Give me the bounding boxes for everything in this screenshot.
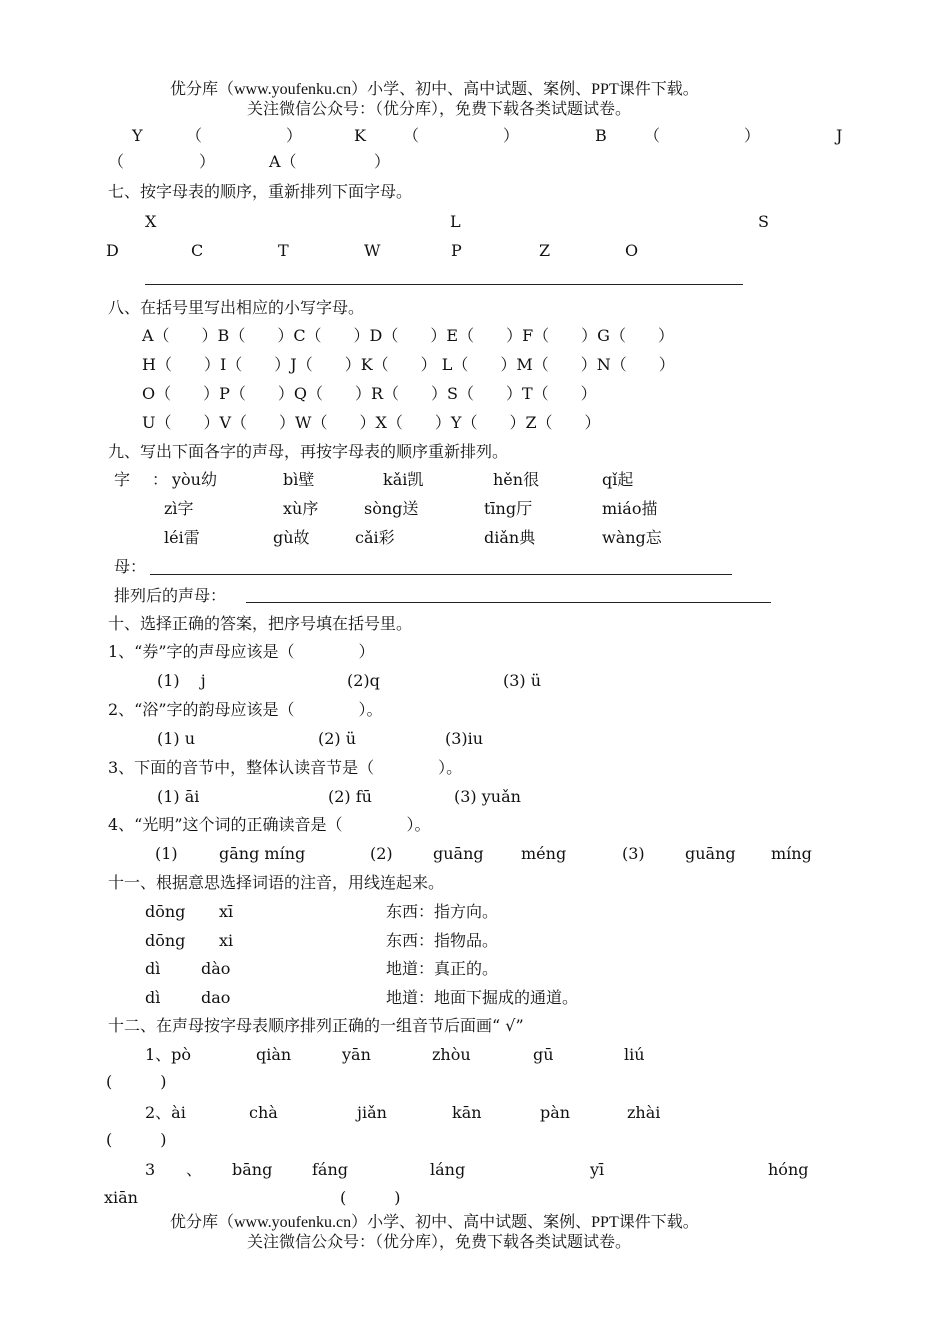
- q10-question-1: 1、“券”字的声母应该是（ ）: [108, 642, 375, 661]
- q12-syllable: 3: [145, 1160, 156, 1179]
- q12-syllable: zhài: [627, 1103, 661, 1122]
- q12-title: 十二、在声母按字母表顺序排列正确的一组音节后面画“ √”: [108, 1016, 524, 1035]
- q10-option: (3)iu: [445, 729, 484, 748]
- q9-label-mu: 母：: [114, 557, 147, 576]
- q10-option: (3) ü: [503, 671, 542, 690]
- q7-answer-line[interactable]: [145, 284, 743, 285]
- q9-title: 九、写出下面各字的声母，再按字母表的顺序重新排列。: [108, 442, 509, 461]
- q9-char: zì字: [164, 499, 194, 518]
- q12-syllable: gū: [533, 1045, 554, 1064]
- q10-option: (3) yuǎn: [454, 787, 521, 806]
- q11-meaning[interactable]: 东西：指物品。: [386, 931, 499, 950]
- q6-letter: Y: [132, 126, 143, 145]
- q9-sorted-line[interactable]: [246, 602, 771, 603]
- q9-char: léi雷: [164, 528, 200, 547]
- q6-letter: J: [836, 126, 843, 145]
- q12-syllable: hóng: [768, 1160, 809, 1179]
- q9-char: diǎn典: [484, 528, 536, 547]
- q12-answer-paren[interactable]: ( ): [340, 1188, 401, 1207]
- q12-syllable: bāng: [232, 1160, 273, 1179]
- q9-label-zi: 字: [114, 470, 131, 489]
- q12-syllable: yān: [342, 1045, 371, 1064]
- q10-option: (2) fū: [328, 787, 372, 806]
- q9-char: bì壁: [283, 470, 315, 489]
- q6-paren-close: ）: [744, 126, 761, 145]
- q6-paren-open: （: [644, 126, 661, 145]
- q10-option: (1) āi: [157, 787, 200, 806]
- q7-letter: X: [145, 212, 157, 231]
- q11-pinyin[interactable]: xi: [219, 931, 234, 950]
- q6-paren-close: ）: [286, 126, 303, 145]
- q9-char: gù故: [273, 528, 310, 547]
- q7-letter: Z: [539, 241, 551, 260]
- q8-row: U（ ）V（ ）W（ ）X（ ）Y（ ）Z（ ）: [142, 413, 601, 432]
- q12-syllable: liú: [624, 1045, 645, 1064]
- q10-option: (1) u: [157, 729, 196, 748]
- q10-option: (1) j: [157, 671, 206, 690]
- q11-pinyin[interactable]: dōng: [145, 931, 186, 950]
- q6-paren-open: （: [186, 126, 203, 145]
- header-line-1: 优分库（www.youfenku.cn）小学、初中、高中试题、案例、PPT课件下载。: [170, 81, 699, 98]
- q9-char: wàng忘: [602, 528, 662, 547]
- footer-line-1: 优分库（www.youfenku.cn）小学、初中、高中试题、案例、PPT课件下载。: [170, 1214, 699, 1231]
- q6-paren-close: ）: [199, 152, 216, 171]
- q12-syllable: pàn: [540, 1103, 571, 1122]
- q10-question-3: 3、下面的音节中，整体认读音节是（ ）。: [108, 758, 463, 777]
- q7-letter: S: [758, 212, 769, 231]
- q11-meaning[interactable]: 地道：真正的。: [386, 959, 499, 978]
- q9-char: qǐ起: [602, 470, 634, 489]
- q7-letter: D: [106, 241, 119, 260]
- q6-letter: K: [354, 126, 366, 145]
- q7-title: 七、按字母表的顺序，重新排列下面字母。: [108, 182, 413, 201]
- header-line-2: 关注微信公众号：（优分库），免费下载各类试题试卷。: [247, 101, 632, 118]
- q8-row: O（ ）P（ ）Q（ ）R（ ）S（ ）T（ ）: [142, 384, 597, 403]
- q9-char: cǎi彩: [355, 528, 395, 547]
- q6-paren-close: ）: [503, 126, 520, 145]
- q7-letter: T: [278, 241, 289, 260]
- q12-syllable: xiān: [104, 1188, 138, 1207]
- q10-option-number: (3): [622, 844, 645, 863]
- q12-syllable: jiǎn: [357, 1103, 387, 1122]
- q10-option-number: (1): [155, 844, 178, 863]
- q7-letter: O: [625, 241, 639, 260]
- q9-sorted-label: 排列后的声母：: [114, 586, 227, 605]
- q12-syllable: yī: [590, 1160, 605, 1179]
- q11-meaning[interactable]: 东西：指方向。: [386, 902, 499, 921]
- q11-meaning[interactable]: 地道：地面下掘成的通道。: [386, 988, 579, 1007]
- q12-syllable: 2、ài: [145, 1103, 186, 1122]
- q10-option: míng: [771, 844, 812, 863]
- q10-option: guāng: [433, 844, 484, 863]
- q9-char: sòng送: [364, 499, 419, 518]
- q10-option-number: (2): [370, 844, 393, 863]
- q8-row: A（ ）B（ ）C（ ）D（ ）E（ ）F（ ）G（ ）: [142, 326, 674, 345]
- q12-syllable: chà: [249, 1103, 278, 1122]
- q10-question-2: 2、“浴”字的韵母应该是（ ）。: [108, 700, 383, 719]
- q7-letter: C: [191, 241, 204, 260]
- q8-title: 八、在括号里写出相应的小写字母。: [108, 298, 365, 317]
- q9-char: miáo描: [602, 499, 658, 518]
- q10-option: (2) ü: [318, 729, 357, 748]
- q6-letter: B: [595, 126, 607, 145]
- q10-question-4: 4、“光明”这个词的正确读音是（ ）。: [108, 815, 431, 834]
- q12-syllable: fáng: [312, 1160, 349, 1179]
- q10-option: guāng: [685, 844, 736, 863]
- footer-line-2: 关注微信公众号：（优分库），免费下载各类试题试卷。: [247, 1234, 632, 1251]
- q9-colon: ：: [152, 470, 169, 489]
- q9-char: yòu幼: [172, 470, 217, 489]
- q10-title: 十、选择正确的答案，把序号填在括号里。: [108, 614, 413, 633]
- q9-char: hěn很: [493, 470, 540, 489]
- q11-pinyin[interactable]: dì: [145, 988, 161, 1007]
- q9-initials-line[interactable]: [150, 574, 732, 575]
- q12-syllable: kān: [452, 1103, 482, 1122]
- q9-char: tīng厅: [484, 499, 533, 518]
- q11-pinyin[interactable]: dōng: [145, 902, 186, 921]
- q6-paren-open: （: [403, 126, 420, 145]
- q11-pinyin[interactable]: dì: [145, 959, 161, 978]
- q12-syllable: 1、pò: [145, 1045, 192, 1064]
- q11-pinyin[interactable]: dao: [201, 988, 231, 1007]
- q11-pinyin[interactable]: dào: [201, 959, 231, 978]
- q10-option: méng: [521, 844, 567, 863]
- q12-syllable: láng: [430, 1160, 466, 1179]
- q10-option: gāng míng: [219, 844, 306, 863]
- q12-syllable: qiàn: [256, 1045, 292, 1064]
- q11-title: 十一、根据意思选择词语的注音，用线连起来。: [108, 873, 445, 892]
- q12-answer-paren[interactable]: ( ): [106, 1072, 167, 1091]
- q6-paren-open: （: [108, 152, 125, 171]
- q7-letter: P: [451, 241, 462, 260]
- q12-syllable: 、: [186, 1160, 203, 1179]
- q7-letter: W: [364, 241, 381, 260]
- q9-char: kǎi凯: [383, 470, 424, 489]
- q7-letter: L: [450, 212, 461, 231]
- q11-pinyin[interactable]: xī: [219, 902, 234, 921]
- q8-row: H（ ）I（ ）J（ ）K（ ） L（ ）M（ ）N（ ）: [142, 355, 675, 374]
- q12-answer-paren[interactable]: ( ): [106, 1130, 167, 1149]
- q10-option: (2)q: [347, 671, 380, 690]
- q6-paren-close: ）: [374, 152, 391, 171]
- q9-char: xù序: [283, 499, 319, 518]
- q12-syllable: zhòu: [432, 1045, 471, 1064]
- q6-letter: A（: [269, 152, 297, 171]
